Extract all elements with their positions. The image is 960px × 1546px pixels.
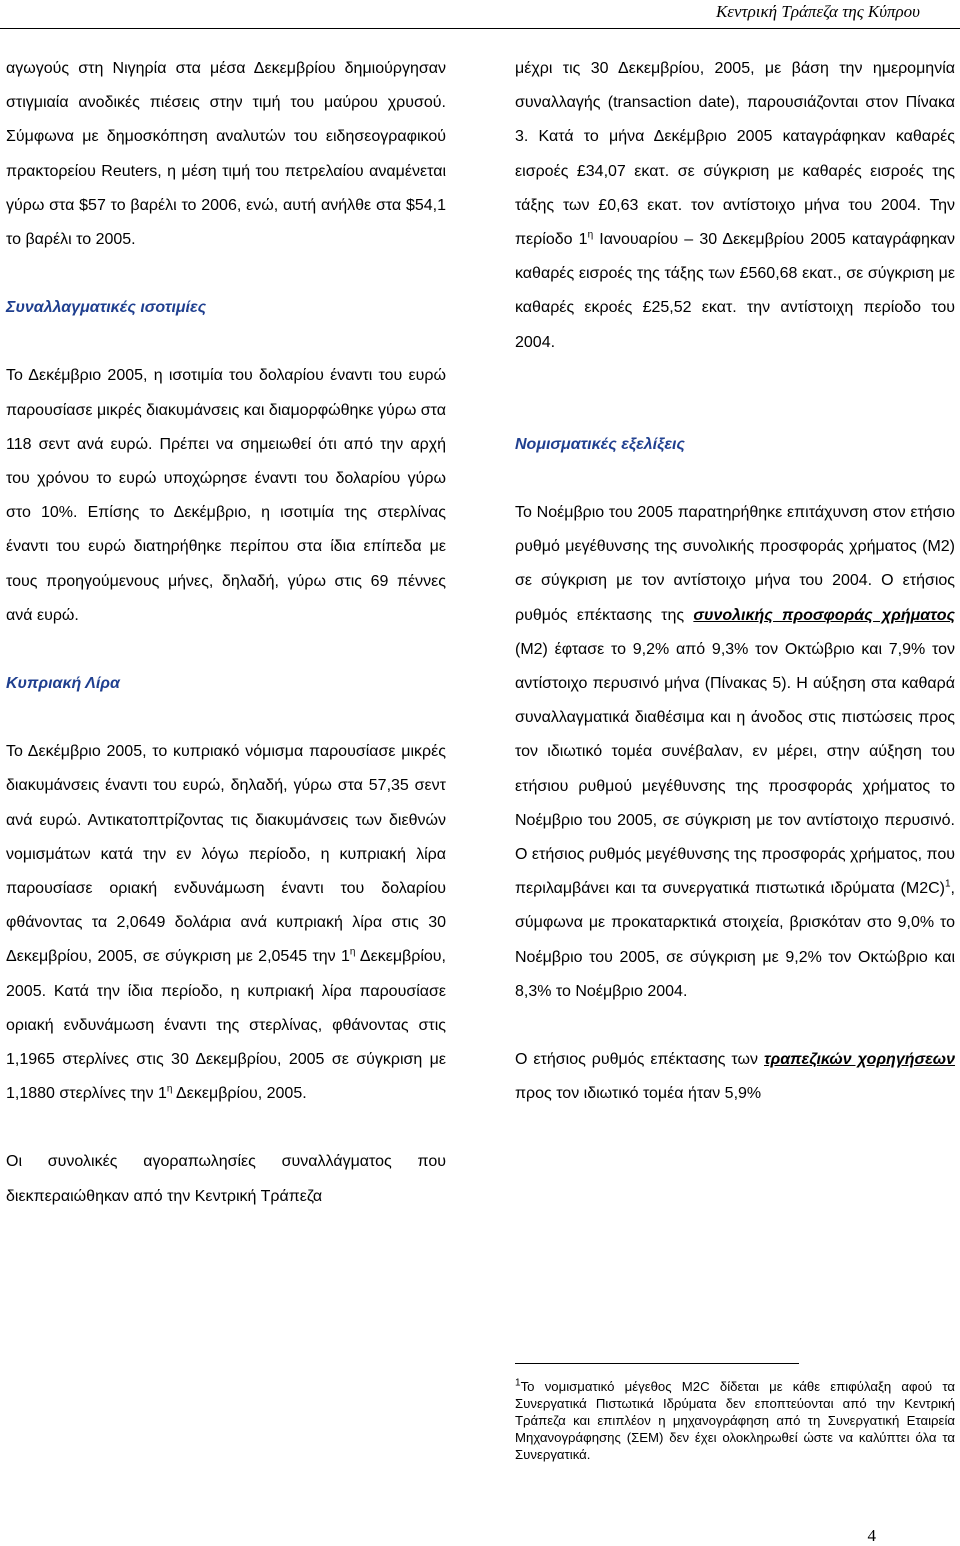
- left-column: [6, 52, 446, 1214]
- footnote-rule: [515, 1363, 799, 1364]
- right-column: [515, 52, 955, 1111]
- header-rule: [0, 28, 960, 29]
- paragraph-bank-lending: Ο ετήσιος ρυθμός επέκτασης των τραπεζικών χορηγήσεων προς τον ιδιωτικό τομέα ήταν 5,9%: [515, 1051, 956, 1103]
- paragraph-dollar-euro: Το Δεκέμβριο 2005, η ισοτιμία του δολαρίου έναντι του ευρώ παρουσίασε μικρές διακυμάνσεις και διαμορφώθηκε γύρω στα 118 σεντ ανά ευρώ. Πρέπει να σημειωθεί ότι από την αρχή του χρόνου το ευρώ υποχώρησε έναντι του δολαρίου γύρω στο 10%. Επίσης το Δεκέμβριο, η ισοτιμία της στερλίνας έναντι του ευρώ διατηρήθηκε περίπου στα ίδια επίπεδα με τους προηγούμενους μήνες, δηλαδή, γύρω στις 69 πέννες ανά ευρώ.: [6, 367, 446, 624]
- page-number: 4: [867, 1526, 876, 1545]
- paragraph-fx-transactions: Οι συνολικές αγοραπωλησίες συναλλάγματος που διεκπεραιώθηκαν από την Κεντρική Τράπεζα: [6, 1153, 446, 1205]
- heading-cyprus-pound: Κυπριακή Λίρα: [6, 675, 120, 693]
- heading-monetary-developments: Νομισματικές εξελίξεις: [515, 435, 685, 453]
- running-header: Κεντρική Τράπεζα της Κύπρου: [715, 2, 920, 21]
- footnote: $^1$Το νομισματικό μέγεθος Μ2C δίδεται με κάθε επιφύλαξη αφού τα Συνεργατικά Πιστωτικά Ιδρύματα δεν εποπτεύονται από την Κεντρική Τράπεζα και επιπλέον η μηχανογράφηση από τη Συνεργατική Εταιρεία Μηχανογράφησης (ΣΕΜ) δεν έχει ολοκληρωθεί ώστε να καλύπτει όλα τα Συνεργατικά.: [515, 1377, 955, 1462]
- heading-exchange-rates: Συναλλαγματικές ισοτιμίες: [6, 299, 207, 317]
- paragraph-fx-flows: μέχρι τις 30 Δεκεμβρίου, 2005, με βάση την ημερομηνία συναλλαγής (transaction date), παρουσιάζονται στον Πίνακα 3. Κατά το μήνα Δεκέμβριο 2005 καταγράφηκαν καθαρές εισροές £34,07 εκατ. σε σύγκριση με καθαρές εισροές της τάξης των £0,63 εκατ. τον αντίστοιχο μήνα του 2004. Την περίοδο $1^\eta$ Ιανουαρίου – 30 Δεκεμβρίου 2005 καταγράφηκαν καθαρές εισροές της τάξης των £560,68 εκατ., σε σύγκριση με καθαρές εκροές £25,52 εκατ. την αντίστοιχη περίοδο του 2004.: [515, 60, 956, 351]
- paragraph-money-supply: Το Νοέμβριο του 2005 παρατηρήθηκε επιτάχυνση στον ετήσιο ρυθμό μεγέθυνσης της συνολικής προσφοράς χρήματος (Μ2) σε σύγκριση με τον αντίστοιχο μήνα του 2004. Ο ετήσιος ρυθμός επέκτασης της συνολικής προσφοράς χρήματος (Μ2) έφτασε το 9,2% από 9,3% τον Οκτώβριο και 7,9% τον αντίστοιχο περυσινό μήνα (Πίνακας 5). Η αύξηση στα καθαρά συναλλαγματικά διαθέσιμα και η άνοδος στις πιστώσεις προς τον ιδιωτικό τομέα συνέβαλαν, εν μέρει, στην αύξηση του ετήσιου ρυθμού μεγέθυνσης της προσφοράς χρήματος το Νοέμβριο του 2005, σε σύγκριση με τον αντίστοιχο περυσινό. Ο ετήσιος ρυθμός μεγέθυνσης της προσφοράς χρήματος, που περιλαμβάνει και τα συνεργατικά πιστωτικά ιδρύματα $(M2C)^1$, σύμφωνα με προκαταρκτικά στοιχεία, βρισκόταν στο 9,0% το Νοέμβριο του 2005, σε σύγκριση με 9,2% τον Οκτώβριο και 8,3% το Νοέμβριο 2004.: [515, 504, 955, 1000]
- paragraph-cyprus-pound: Το Δεκέμβριο 2005, το κυπριακό νόμισμα παρουσίασε μικρές διακυμάνσεις έναντι του ευρώ, δηλαδή, γύρω στα 57,35 σεντ ανά ευρώ. Αντικατοπτρίζοντας τις διακυμάνσεις των διεθνών νομισμάτων κατά την εν λόγω περίοδο, η κυπριακή λίρα παρουσίασε οριακή ενδυνάμωση έναντι του δολαρίου φθάνοντας τα 2,0649 δολάρια ανά κυπριακή λίρα στις 30 Δεκεμβρίου, 2005, σε σύγκριση με 2,0545 την $1^\eta$ Δεκεμβρίου, 2005. Κατά την ίδια περίοδο, η κυπριακή λίρα παρουσίασε οριακή ενδυνάμωση έναντι της στερλίνας, φθάνοντας στις 1,1965 στερλίνες στις 30 Δεκεμβρίου, 2005 σε σύγκριση με 1,1880 στερλίνες την $1^\eta$ Δεκεμβρίου, 2005.: [6, 743, 446, 1103]
- paragraph-oil-prices: αγωγούς στη Νιγηρία στα μέσα Δεκεμβρίου δημιούργησαν στιγμιαία ανοδικές πιέσεις στην τιμή του μαύρου χρυσού. Σύμφωνα με δημοσκόπηση αναλυτών του ειδησεογραφικού πρακτορείου Reuters, η μέση τιμή του πετρελαίου αναμένεται γύρω στα $57 το βαρέλι το 2006, ενώ, αυτή ανήλθε στα $54,1 το βαρέλι το 2005.: [6, 60, 446, 249]
